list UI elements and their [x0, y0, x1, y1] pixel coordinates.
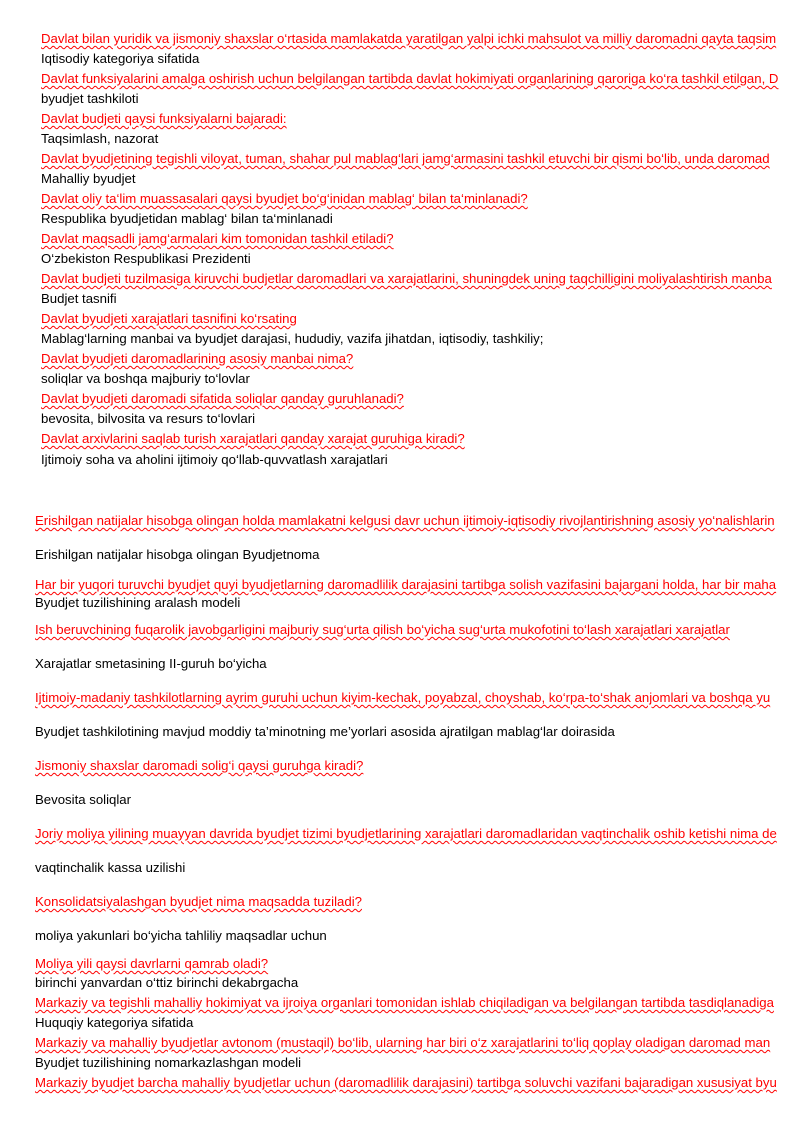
- question-text: Markaziy va tegishli mahalliy hokimiyat va ijroiya organlari tomonidan ishlab chiqiladigan va belgilangan tartibda tasdiqlanadiga: [35, 995, 774, 1010]
- answer-text: Respublika byudjetidan mablag‘ bilan ta‘minlanadi: [41, 211, 333, 226]
- answer-text: soliqlar va boshqa majburiy to‘lovlar: [41, 371, 250, 386]
- answer-text: Mahalliy byudjet: [41, 171, 136, 186]
- answer-text: Bevosita soliqlar: [35, 792, 132, 807]
- answer-text: Ijtimoiy soha va aholini ijtimoiy qo‘llab-quvvatlash xarajatlari: [41, 452, 388, 467]
- question-text: Davlat byudjeti xarajatlari tasnifini ko‘rsating: [41, 311, 297, 326]
- question-text: Erishilgan natijalar hisobga olingan holda mamlakatni kelgusi davr uchun ijtimoiy-iqtisodiy rivojlantirishning asosiy yo‘nalishlarin: [35, 513, 775, 528]
- answer-text: bevosita, bilvosita va resurs to‘lovlari: [41, 411, 256, 426]
- answer-text: O‘zbekiston Respublikasi Prezidenti: [41, 251, 251, 266]
- question-text: Markaziy byudjet barcha mahalliy byudjetlar uchun (daromadlilik darajasini) tartibga soluvchi vazifani bajaradigan xususiyat byu: [35, 1075, 777, 1090]
- answer-text: Mablag‘larning manbai va byudjet darajasi, hududiy, vazifa jihatdan, iqtisodiy, tashkiliy;: [41, 331, 544, 346]
- answer-text: moliya yakunlari bo‘yicha tahliliy maqsadlar uchun: [35, 928, 327, 943]
- question-text: Jismoniy shaxslar daromadi solig‘i qaysi guruhga kiradi?: [35, 758, 364, 773]
- answer-text: Xarajatlar smetasining II-guruh bo‘yicha: [35, 656, 267, 671]
- answer-text: Byudjet tuzilishining nomarkazlashgan modeli: [35, 1055, 302, 1070]
- question-text: Joriy moliya yilining muayyan davrida byudjet tizimi byudjetlarining xarajatlari daromadlaridan vaqtinchalik oshib ketishi nima de: [35, 826, 777, 841]
- question-text: Davlat byudjeti daromadlarining asosiy manbai nima?: [41, 351, 354, 366]
- question-text: Davlat maqsadli jamg‘armalari kim tomonidan tashkil etiladi?: [41, 231, 394, 246]
- question-text: Markaziy va mahalliy byudjetlar avtonom (mustaqil) bo‘lib, ularning har biri o‘z xarajatlarini to‘liq qoplay oladigan daromad man: [35, 1035, 771, 1050]
- answer-text: birinchi yanvardan o‘ttiz birinchi dekabrgacha: [35, 975, 299, 990]
- answer-text: Byudjet tashkilotining mavjud moddiy ta’minotning me’yorlari asosida ajratilgan mablag‘lar doirasida: [35, 724, 615, 739]
- question-text: Moliya yili qaysi davrlarni qamrab oladi?: [35, 956, 269, 971]
- question-text: Davlat byudjeti daromadi sifatida soliqlar qanday guruhlanadi?: [41, 391, 404, 406]
- answer-text: Erishilgan natijalar hisobga olingan Byudjetnoma: [35, 547, 320, 562]
- question-text: Davlat bilan yuridik va jismoniy shaxslar o‘rtasida mamlakatda yaratilgan yalpi ichki mahsulot va milliy daromadni qayta taqsim: [41, 31, 777, 46]
- question-text: Davlat byudjetining tegishli viloyat, tuman, shahar pul mablag‘lari jamg‘armasini tashkil etuvchi bir qismi bo‘lib, unda daromad: [41, 151, 770, 166]
- answer-text: Huquqiy kategoriya sifatida: [35, 1015, 194, 1030]
- answer-text: vaqtinchalik kassa uzilishi: [35, 860, 186, 875]
- answer-text: Taqsimlash, nazorat: [41, 131, 159, 146]
- question-text: Davlat oliy ta‘lim muassasalari qaysi byudjet bo‘g‘inidan mablag‘ bilan ta‘minlanadi?: [41, 191, 528, 206]
- question-text: Davlat budjeti tuzilmasiga kiruvchi budjetlar daromadlari va xarajatlarini, shuningdek uning taqchilligini moliyalashtirish manba: [41, 271, 772, 286]
- answer-text: byudjet tashkiloti: [41, 91, 139, 106]
- answer-text: Budjet tasnifi: [41, 291, 117, 306]
- question-text: Davlat arxivlarini saqlab turish xarajatlari qanday xarajat guruhiga kiradi?: [41, 431, 465, 446]
- question-text: Har bir yuqori turuvchi byudjet quyi byudjetlarning daromadlilik darajasini tartibga solish vazifasini bajargani holda, har bir maha: [35, 577, 777, 592]
- answer-text: Byudjet tuzilishining aralash modeli: [35, 595, 241, 610]
- answer-text: Iqtisodiy kategoriya sifatida: [41, 51, 200, 66]
- question-text: Konsolidatsiyalashgan byudjet nima maqsadda tuziladi?: [35, 894, 362, 909]
- question-text: Ijtimoiy-madaniy tashkilotlarning ayrim guruhi uchun kiyim-kechak, poyabzal, choyshab, ko‘rpa-to‘shak anjomlari va boshqa yu: [35, 690, 771, 705]
- question-text: Davlat budjeti qaysi funksiyalarni bajaradi:: [41, 111, 287, 126]
- question-text: Davlat funksiyalarini amalga oshirish uchun belgilangan tartibda davlat hokimiyati organlarining qaroriga ko‘ra tashkil etilgan, D: [41, 71, 779, 86]
- question-text: Ish beruvchining fuqarolik javobgarligini majburiy sug‘urta qilish bo‘yicha sug‘urta mukofotini to‘lash xarajatlari xarajatlar: [35, 622, 730, 637]
